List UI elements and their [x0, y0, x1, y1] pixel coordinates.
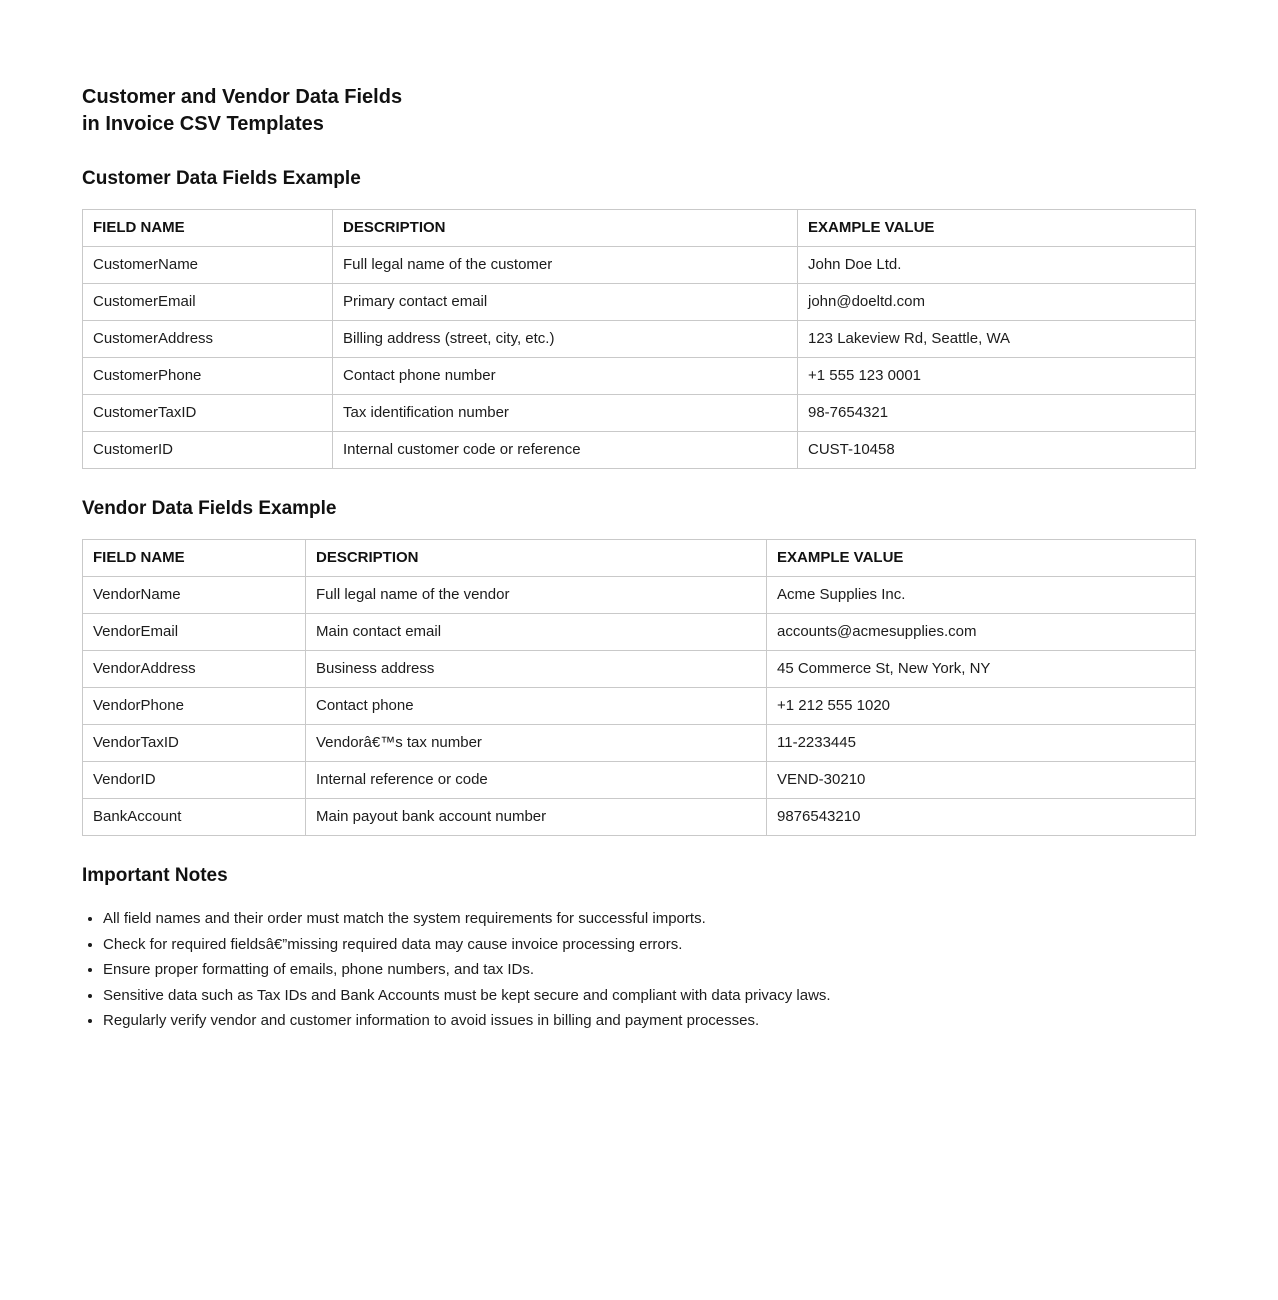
table-header-row: [83, 540, 1196, 577]
vendor-section-heading: Vendor Data Fields Example: [82, 498, 337, 519]
note-item: • All field names and their order must match the system requirements for successful imports.: [103, 906, 1195, 932]
field-name-cell: VendorID: [83, 762, 306, 799]
example-value-cell: john@doeltd.com: [798, 284, 1196, 321]
example-value-cell: John Doe Ltd.: [798, 247, 1196, 284]
field-name-cell: VendorPhone: [83, 688, 306, 725]
note-item: • Regularly verify vendor and customer information to avoid issues in billing and payment processes.: [103, 1008, 1195, 1034]
column-header-description: DESCRIPTION: [306, 540, 767, 577]
field-name-cell: VendorName: [83, 577, 306, 614]
table-row: [83, 762, 1196, 799]
field-name-cell: VendorAddress: [83, 651, 306, 688]
column-header-description: DESCRIPTION: [333, 210, 798, 247]
example-value-cell: VEND-30210: [767, 762, 1196, 799]
field-name-cell: CustomerName: [83, 247, 333, 284]
field-name-cell: VendorEmail: [83, 614, 306, 651]
description-cell: Main payout bank account number: [306, 799, 767, 836]
table-row: [83, 358, 1196, 395]
page-title-line-1: Customer and Vendor Data Fields: [82, 86, 403, 108]
description-cell: Internal customer code or reference: [333, 432, 798, 469]
field-name-cell: CustomerAddress: [83, 321, 333, 358]
table-row: [83, 284, 1196, 321]
field-name-cell: BankAccount: [83, 799, 306, 836]
table-header-row: [83, 210, 1196, 247]
field-name-cell: CustomerPhone: [83, 358, 333, 395]
note-item: • Check for required fieldsâ€”missing required data may cause invoice processing errors.: [103, 932, 1195, 958]
description-cell: Internal reference or code: [306, 762, 767, 799]
description-cell: Main contact email: [306, 614, 767, 651]
table-row: [83, 614, 1196, 651]
description-cell: Business address: [306, 651, 767, 688]
table-row: [83, 799, 1196, 836]
example-value-cell: 45 Commerce St, New York, NY: [767, 651, 1196, 688]
field-name-cell: CustomerID: [83, 432, 333, 469]
description-cell: Billing address (street, city, etc.): [333, 321, 798, 358]
notes-section-heading: Important Notes: [82, 865, 228, 886]
example-value-cell: 98-7654321: [798, 395, 1196, 432]
column-header-example-value: EXAMPLE VALUE: [798, 210, 1196, 247]
customer-section-heading: Customer Data Fields Example: [82, 168, 361, 189]
table-row: [83, 725, 1196, 762]
description-cell: Tax identification number: [333, 395, 798, 432]
field-name-cell: CustomerEmail: [83, 284, 333, 321]
note-item: • Sensitive data such as Tax IDs and Bank Accounts must be kept secure and compliant with data privacy laws.: [103, 983, 1195, 1009]
description-cell: Contact phone number: [333, 358, 798, 395]
column-header-field-name: FIELD NAME: [83, 210, 333, 247]
table-row: [83, 247, 1196, 284]
example-value-cell: CUST-10458: [798, 432, 1196, 469]
description-cell: Vendorâ€™s tax number: [306, 725, 767, 762]
page-title-line-2: in Invoice CSV Templates: [82, 113, 324, 135]
table-row: [83, 688, 1196, 725]
table-row: [83, 651, 1196, 688]
column-header-field-name: FIELD NAME: [83, 540, 306, 577]
description-cell: Full legal name of the customer: [333, 247, 798, 284]
table-row: [83, 395, 1196, 432]
example-value-cell: 123 Lakeview Rd, Seattle, WA: [798, 321, 1196, 358]
field-name-cell: CustomerTaxID: [83, 395, 333, 432]
vendor-table: [82, 539, 1196, 836]
description-cell: Primary contact email: [333, 284, 798, 321]
page-title: [82, 84, 1195, 138]
example-value-cell: 11-2233445: [767, 725, 1196, 762]
table-row: [83, 432, 1196, 469]
notes-list: [82, 906, 1195, 1034]
customer-table: [82, 209, 1196, 469]
example-value-cell: +1 212 555 1020: [767, 688, 1196, 725]
example-value-cell: +1 555 123 0001: [798, 358, 1196, 395]
description-cell: Contact phone: [306, 688, 767, 725]
column-header-example-value: EXAMPLE VALUE: [767, 540, 1196, 577]
table-row: [83, 321, 1196, 358]
field-name-cell: VendorTaxID: [83, 725, 306, 762]
description-cell: Full legal name of the vendor: [306, 577, 767, 614]
note-item: • Ensure proper formatting of emails, phone numbers, and tax IDs.: [103, 957, 1195, 983]
example-value-cell: accounts@acmesupplies.com: [767, 614, 1196, 651]
example-value-cell: 9876543210: [767, 799, 1196, 836]
example-value-cell: Acme Supplies Inc.: [767, 577, 1196, 614]
table-row: [83, 577, 1196, 614]
